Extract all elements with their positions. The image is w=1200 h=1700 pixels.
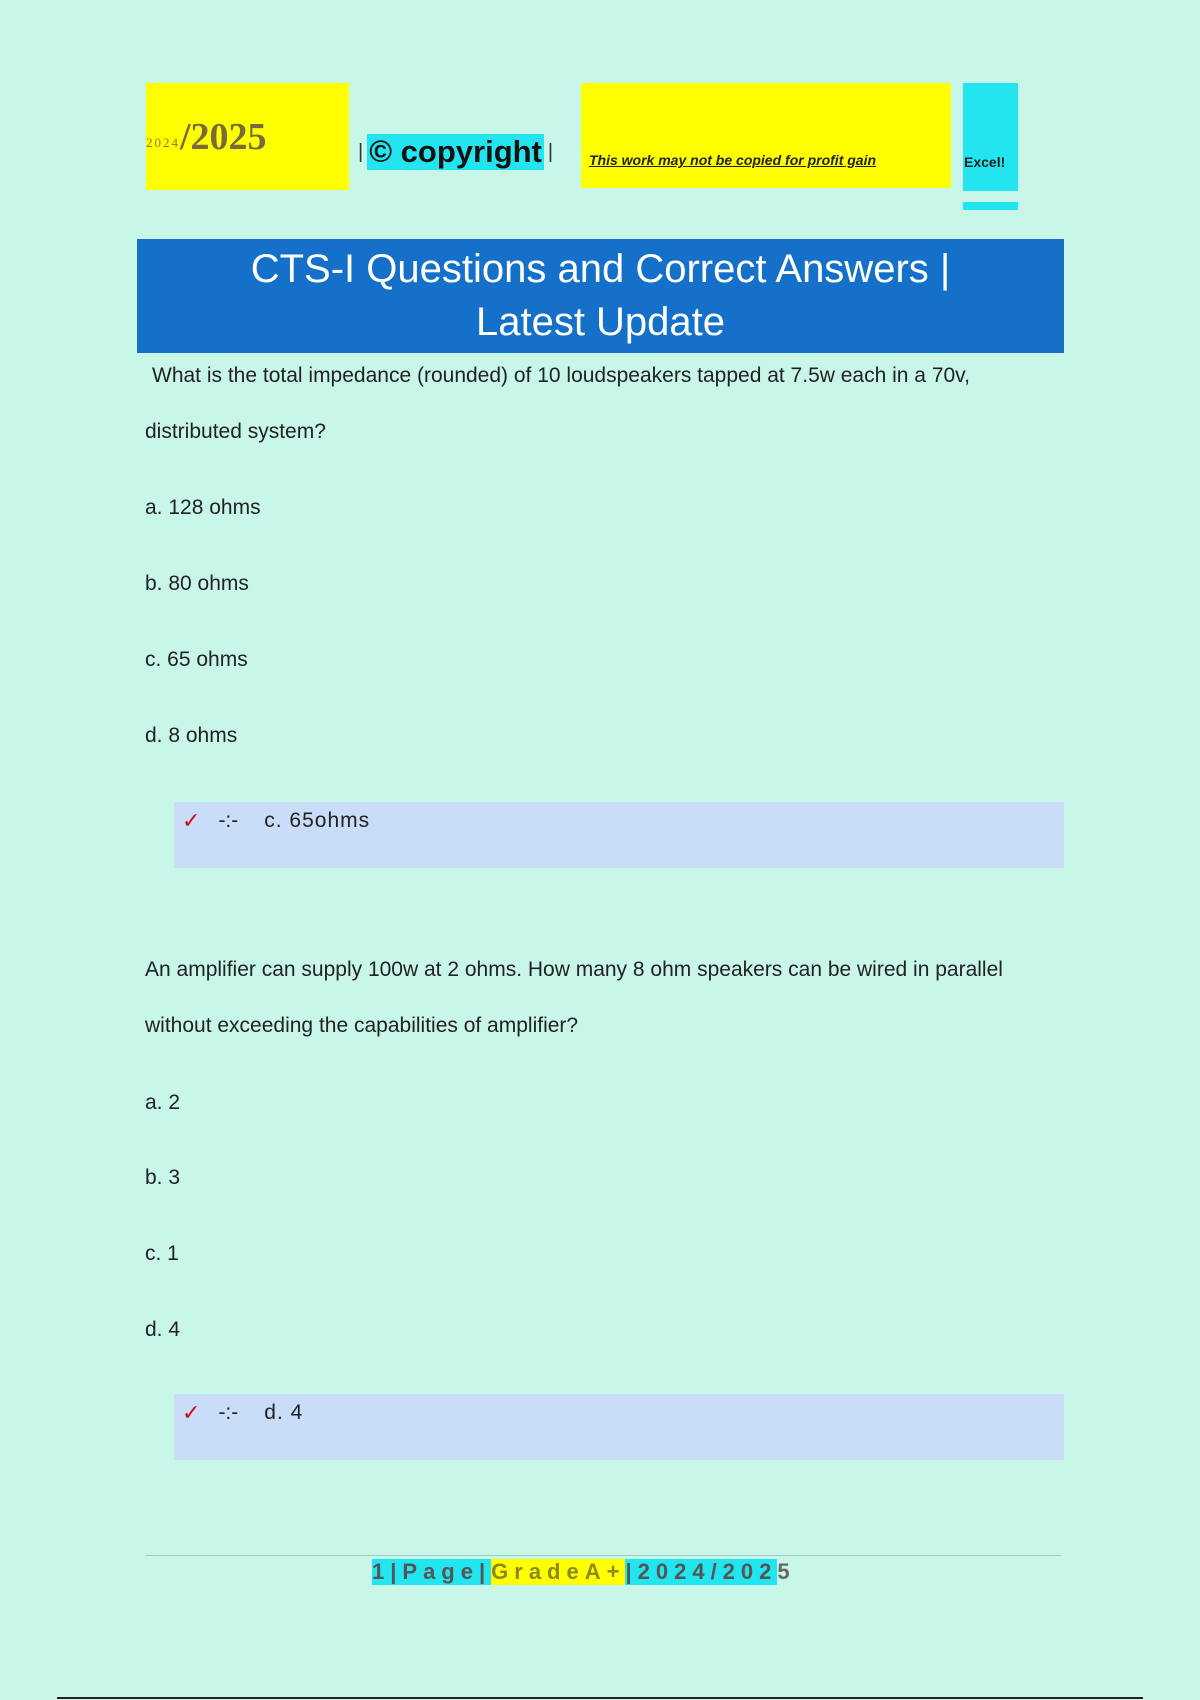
question-2-answer: d. 4 [264,1401,304,1424]
check-icon: ✓ [182,808,201,833]
check-icon: ✓ [182,1400,201,1425]
copyright-pipe-left: | [358,140,364,163]
question-1-answer-box [174,802,1064,868]
excel-underline-bar [963,202,1018,210]
notice-box [581,83,951,188]
question-1-option-d: d. 8 ohms [145,724,238,747]
question-1-option-a: a. 128 ohms [145,496,261,519]
question-2-text [145,942,1065,1054]
excel-label: Excel! [964,154,1006,170]
page-footer [372,1559,796,1585]
bottom-rule [57,1697,1143,1699]
footer-page: 1|Page| [372,1559,492,1584]
year-small: 2024 [146,134,180,150]
question-1-answer-line [182,808,370,834]
year-big: /2025 [180,115,267,158]
question-2-option-d: d. 4 [145,1318,181,1341]
question-1-answer: c. 65ohms [264,809,371,832]
notice-text: This work may not be copied for profit gain [589,152,877,168]
copyright-notice [358,131,553,173]
answer-separator: -:- [218,809,239,832]
question-1-option-b: b. 80 ohms [145,572,249,595]
answer-separator: -:- [218,1401,239,1424]
copyright-label: © copyright [369,134,542,169]
title-line-2: Latest Update [475,300,726,344]
question-1-text [145,348,1065,460]
question-2-answer-line [182,1400,303,1426]
question-1-option-c: c. 65 ohms [145,648,248,671]
footer-grade: GradeA+ [491,1559,626,1584]
question-2-option-a: a. 2 [145,1091,181,1114]
question-1-line-2: distributed system? [145,420,326,443]
excel-box [963,83,1018,191]
question-2-option-c: c. 1 [145,1242,179,1265]
title-line-1: CTS-I Questions and Correct Answers | [250,247,951,291]
year-box [146,83,349,190]
question-1-line-1: What is the total impedance (rounded) of 10 loudspeakers tapped at 7.5w each in a 70v, [152,364,970,387]
question-2-option-b: b. 3 [145,1166,181,1189]
question-2-line-1: An amplifier can supply 100w at 2 ohms. How many 8 ohm speakers can be wired in parallel [145,958,1003,981]
footer-year: |2024/202 [625,1559,778,1584]
question-2-answer-box [174,1394,1064,1460]
title-banner [137,239,1064,353]
question-2-line-2: without exceeding the capabilities of amplifier? [145,1014,579,1037]
copyright-pipe-right: | [547,140,554,163]
footer-rule [146,1555,1061,1556]
footer-year-tail: 5 [777,1559,796,1584]
